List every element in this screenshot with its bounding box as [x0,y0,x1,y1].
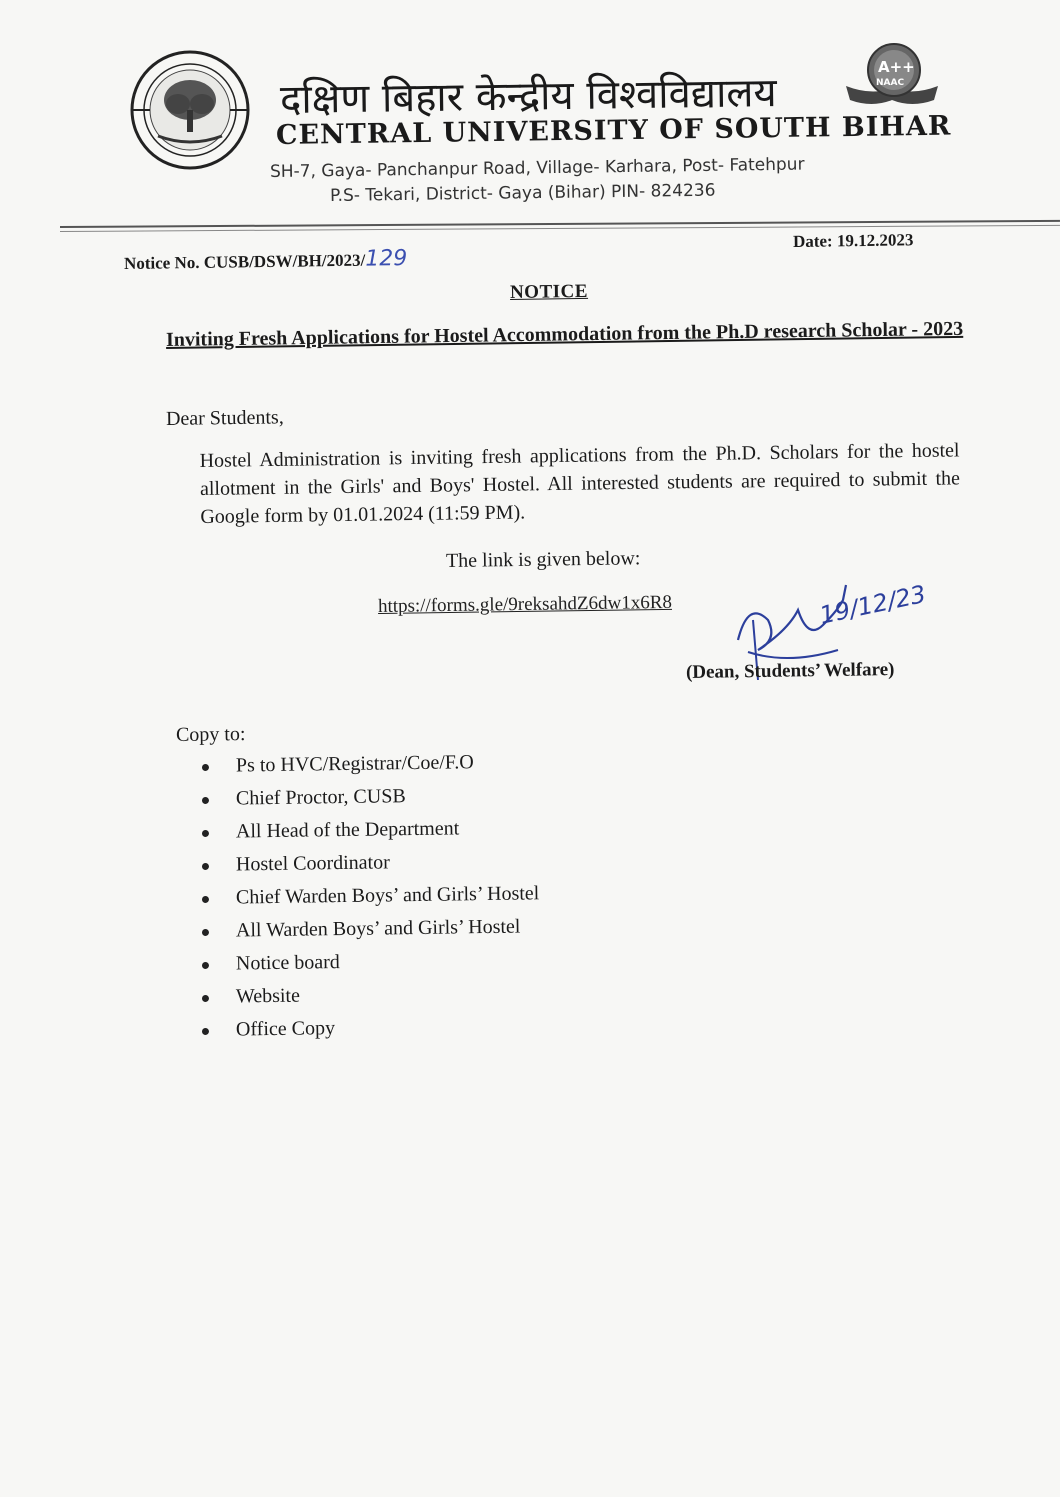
notice-number-prefix: Notice No. CUSB/DSW/BH/2023/ [123,250,366,273]
notice-subject: Inviting Fresh Applications for Hostel Accommodation from the Ph.D research Scholar - 2023 [165,317,964,351]
list-item [202,945,540,983]
signature-date: 19/12/23 [817,579,929,630]
university-logo [128,48,252,172]
list-item-text: Ps to HVC/Registrar/Coe/F.O [235,751,474,777]
bullet-icon [202,1028,209,1035]
bullet-icon [202,896,209,903]
copy-to-label: Copy to: [175,723,246,746]
bullet-icon [202,995,209,1002]
notice-heading: NOTICE [509,280,589,303]
english-university-title: CENTRAL UNIVERSITY OF SOUTH BIHAR [275,110,952,151]
signer-designation: (Dean, Students’ Welfare) [685,659,895,683]
list-item-text: Chief Warden Boys’ and Girls’ Hostel [235,882,540,909]
copy-to-list [202,752,539,1049]
notice-date: Date: 19.12.2023 [792,230,914,251]
naac-label: NAAC [876,78,905,88]
address-line-2: P.S- Tekari, District- Gaya (Bihar) PIN- 824236 [329,180,716,206]
notice-body: Hostel Administration is inviting fresh applications from the Ph.D. Scholars for the hostel allotment in the Girls' and Boys' Hostel. All interested students are required to submit the Google form by 01.01.2024 (11:59 PM). [199,439,961,528]
bullet-icon [202,830,209,837]
list-item [202,813,540,851]
list-item-text: Chief Proctor, CUSB [235,785,406,810]
list-item-text: Notice board [235,951,340,975]
link-intro: The link is given below: [445,547,641,572]
list-item-text: Hostel Coordinator [235,851,390,876]
list-item [202,780,540,818]
salutation: Dear Students, [165,406,284,430]
list-item [202,912,540,950]
bullet-icon [202,764,209,771]
bullet-icon [202,797,209,804]
notice-number [124,246,408,275]
hindi-university-title: दक्षिण बिहार केन्द्रीय विश्वविद्यालय [279,70,778,123]
list-item-text: All Head of the Department [235,817,460,843]
list-item-text: Office Copy [235,1017,336,1041]
list-item-text: All Warden Boys’ and Girls’ Hostel [235,915,521,942]
bullet-icon [202,863,209,870]
list-item [202,747,540,785]
naac-grade: A++ [878,58,915,76]
list-item [202,879,540,917]
bullet-icon [202,929,209,936]
bullet-icon [202,962,209,969]
list-item [202,846,540,884]
notice-number-handwritten: 129 [365,246,408,272]
list-item [202,1011,540,1049]
list-item-text: Website [235,984,301,1008]
google-form-link[interactable]: https://forms.gle/9reksahdZ6dw1x6R8 [377,591,673,617]
address-line-1: SH-7, Gaya- Panchanpur Road, Village- Karhara, Post- Fatehpur [269,154,805,182]
list-item [202,978,540,1016]
